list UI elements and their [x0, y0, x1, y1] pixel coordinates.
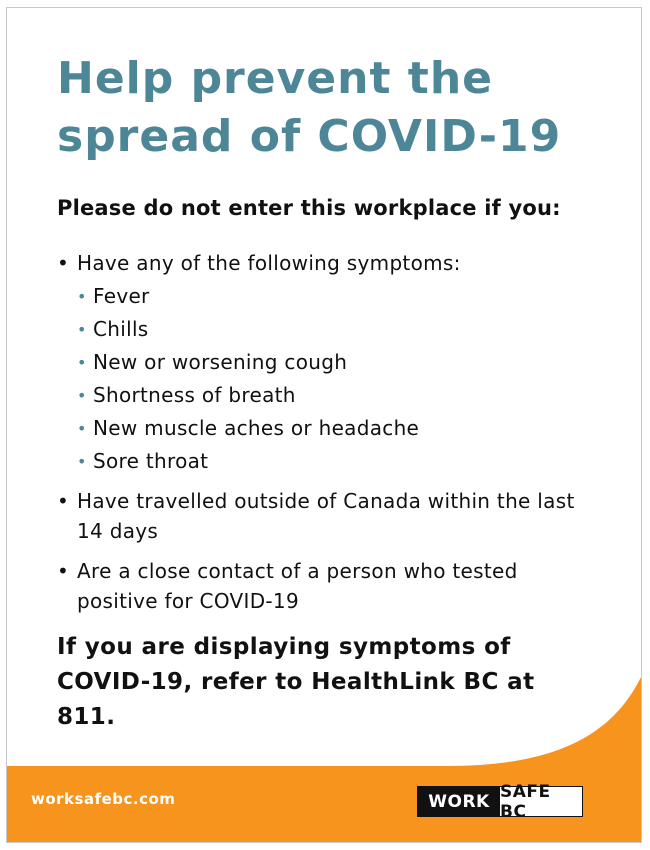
- page-title: Help prevent the spread of COVID-19: [57, 53, 562, 162]
- symptoms-list: [77, 280, 577, 478]
- list-item-text: Are a close contact of a person who tested positive for COVID-19: [77, 559, 518, 613]
- bullet-icon: •: [77, 386, 87, 405]
- logo-safe-text: SAFE BC: [500, 781, 551, 822]
- conditions-list: [57, 248, 577, 616]
- symptom-item: • Sore throat: [77, 445, 577, 478]
- website-link[interactable]: worksafebc.com: [31, 790, 176, 808]
- symptom-item: • Chills: [77, 313, 577, 346]
- poster: [6, 7, 642, 843]
- bullet-icon: •: [57, 559, 70, 583]
- symptom-item: • New muscle aches or headache: [77, 412, 577, 445]
- bullet-icon: •: [77, 452, 87, 471]
- symptom-item: • New or worsening cough: [77, 346, 577, 379]
- healthlink-note: If you are displaying symptoms of COVID-19, refer to HealthLink BC at 811.: [57, 634, 535, 730]
- list-item: [57, 486, 577, 546]
- logo-work-text: WORK: [418, 787, 500, 816]
- list-item-text: Have travelled outside of Canada within the last 14 days: [77, 489, 575, 543]
- worksafebc-logo: [417, 781, 583, 822]
- list-item: [57, 556, 577, 616]
- list-item-text: Have any of the following symptoms:: [77, 251, 461, 275]
- bullet-icon: •: [77, 287, 87, 306]
- list-item: [57, 248, 577, 478]
- bullet-icon: •: [57, 489, 70, 513]
- symptom-item: • Shortness of breath: [77, 379, 577, 412]
- bullet-icon: •: [57, 251, 70, 275]
- subheading: Please do not enter this workplace if you:: [57, 196, 561, 220]
- bullet-icon: •: [77, 353, 87, 372]
- bullet-icon: •: [77, 419, 87, 438]
- symptom-item: • Fever: [77, 280, 577, 313]
- bullet-icon: •: [77, 320, 87, 339]
